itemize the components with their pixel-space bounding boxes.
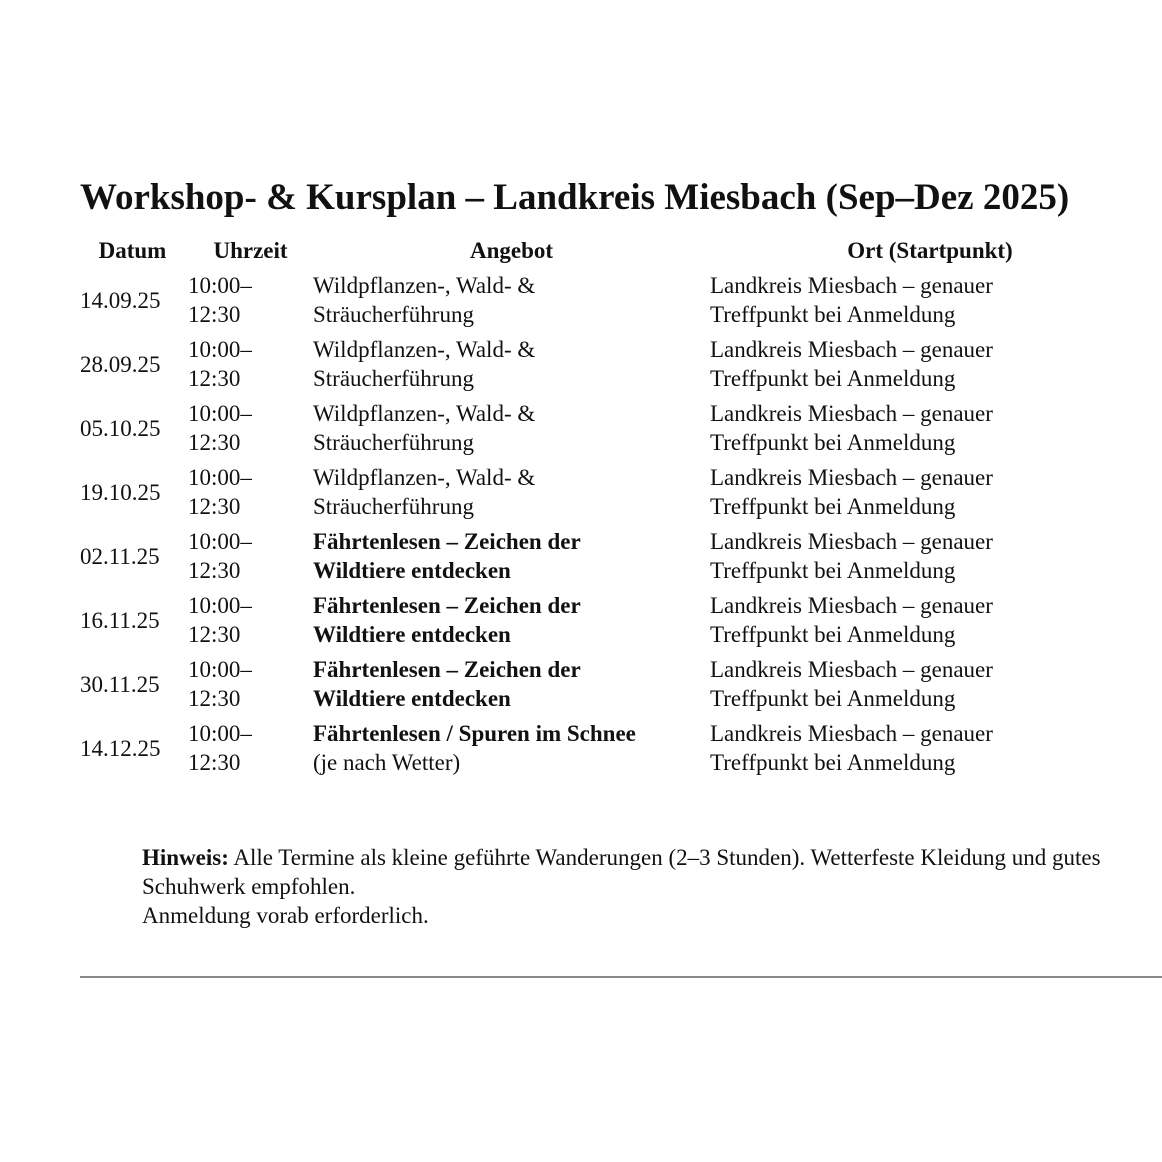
time-start: 10:00– [188,657,252,682]
cell-date: 30.11.25 [80,671,160,697]
place-line-2: Treffpunkt bei Anmeldung [710,558,956,583]
note-paragraph [142,843,1152,901]
cell-place [710,399,1150,463]
time-start: 10:00– [188,465,252,490]
time-end: 12:30 [188,302,241,327]
cell-place [710,719,1150,783]
table-row [80,399,1150,463]
time-start: 10:00– [188,593,252,618]
place-line-1: Landkreis Miesbach – genauer [710,529,993,554]
place-line-1: Landkreis Miesbach – genauer [710,401,993,426]
offer-line-2: (je nach Wetter) [313,750,461,775]
cell-time [185,271,313,335]
time-end: 12:30 [188,366,241,391]
time-end: 12:30 [188,750,241,775]
place-line-1: Landkreis Miesbach – genauer [710,337,993,362]
cell-time [185,655,313,719]
table-row [80,271,1150,335]
time-start: 10:00– [188,721,252,746]
header-place: Ort (Startpunkt) [847,238,1013,263]
place-line-2: Treffpunkt bei Anmeldung [710,686,956,711]
offer-line-1: Fährtenlesen – Zeichen der [313,657,581,682]
place-line-2: Treffpunkt bei Anmeldung [710,494,956,519]
time-end: 12:30 [188,430,241,455]
table-row [80,335,1150,399]
cell-time [185,335,313,399]
table-row [80,655,1150,719]
cell-time [185,591,313,655]
cell-date: 19.10.25 [80,479,161,505]
time-start: 10:00– [188,273,252,298]
offer-line-1: Wildpflanzen-, Wald- & [313,465,536,490]
header-time: Uhrzeit [213,238,288,263]
cell-place [710,527,1150,591]
cell-place [710,655,1150,719]
offer-line-2: Wildtiere entdecken [313,686,511,711]
place-line-1: Landkreis Miesbach – genauer [710,273,993,298]
place-line-1: Landkreis Miesbach – genauer [710,657,993,682]
place-line-2: Treffpunkt bei Anmeldung [710,430,956,455]
offer-line-2: Sträucherführung [313,302,474,327]
cell-date: 28.09.25 [80,351,161,377]
horizontal-divider [80,976,1162,978]
cell-time [185,719,313,783]
table-row [80,463,1150,527]
cell-offer [313,591,710,655]
note-line2: Anmeldung vorab erforderlich. [142,903,429,928]
cell-place [710,335,1150,399]
note-label: Hinweis: [142,845,229,870]
time-start: 10:00– [188,337,252,362]
cell-date: 14.12.25 [80,735,161,761]
cell-time [185,527,313,591]
note-block [142,843,1152,930]
cell-offer [313,271,710,335]
offer-line-1: Wildpflanzen-, Wald- & [313,273,536,298]
time-end: 12:30 [188,686,241,711]
table-row [80,719,1150,783]
cell-offer [313,463,710,527]
cell-offer [313,527,710,591]
cell-date: 05.10.25 [80,415,161,441]
place-line-2: Treffpunkt bei Anmeldung [710,750,956,775]
cell-offer [313,719,710,783]
place-line-2: Treffpunkt bei Anmeldung [710,302,956,327]
offer-line-2: Sträucherführung [313,494,474,519]
cell-time [185,399,313,463]
place-line-1: Landkreis Miesbach – genauer [710,721,993,746]
offer-line-1: Wildpflanzen-, Wald- & [313,337,536,362]
offer-line-2: Sträucherführung [313,430,474,455]
place-line-2: Treffpunkt bei Anmeldung [710,622,956,647]
offer-line-1: Fährtenlesen – Zeichen der [313,529,581,554]
place-line-2: Treffpunkt bei Anmeldung [710,366,956,391]
offer-line-2: Wildtiere entdecken [313,558,511,583]
schedule-table [80,234,1150,783]
cell-time [185,463,313,527]
cell-offer [313,335,710,399]
offer-line-1: Wildpflanzen-, Wald- & [313,401,536,426]
header-date: Datum [98,238,167,263]
offer-line-2: Sträucherführung [313,366,474,391]
time-start: 10:00– [188,401,252,426]
page-title: Workshop- & Kursplan – Landkreis Miesbach (Sep–Dez 2025) [80,177,1070,218]
table-row [80,591,1150,655]
time-end: 12:30 [188,622,241,647]
time-start: 10:00– [188,529,252,554]
cell-place [710,591,1150,655]
table-body [80,271,1150,783]
time-end: 12:30 [188,494,241,519]
cell-date: 02.11.25 [80,543,160,569]
header-offer: Angebot [469,238,554,263]
cell-place [710,271,1150,335]
table-row [80,527,1150,591]
cell-place [710,463,1150,527]
table-header-row [80,234,1150,271]
cell-offer [313,399,710,463]
place-line-1: Landkreis Miesbach – genauer [710,465,993,490]
offer-line-1: Fährtenlesen / Spuren im Schnee [313,721,636,746]
offer-line-1: Fährtenlesen – Zeichen der [313,593,581,618]
offer-line-2: Wildtiere entdecken [313,622,511,647]
place-line-1: Landkreis Miesbach – genauer [710,593,993,618]
cell-date: 14.09.25 [80,287,161,313]
note-text: Alle Termine als kleine geführte Wanderungen (2–3 Stunden). Wetterfeste Kleidung und gutes Schuhwerk empfohlen. [142,845,1101,899]
cell-offer [313,655,710,719]
time-end: 12:30 [188,558,241,583]
cell-date: 16.11.25 [80,607,160,633]
